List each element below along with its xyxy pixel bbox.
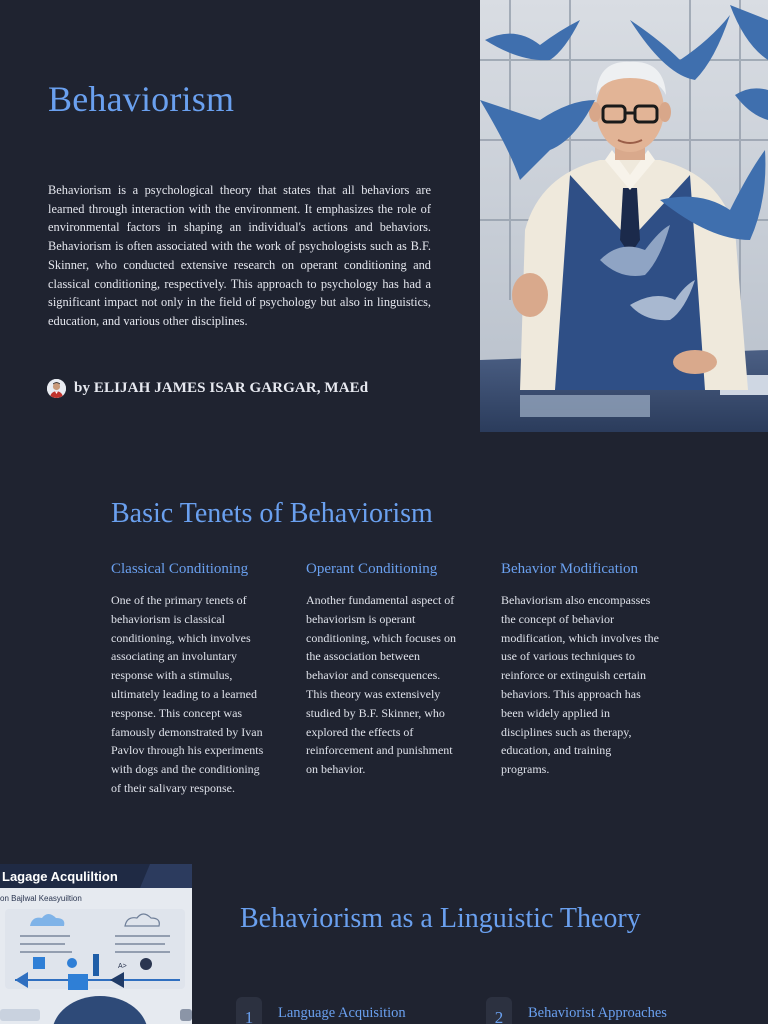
tenets-title: Basic Tenets of Behaviorism [111,498,433,529]
author-row [47,379,368,398]
tenet-column-classical [111,561,269,798]
step-number: 1 [236,997,262,1024]
tenet-body: Behaviorism also encompasses the concept of behavior modification, which involves the use of various techniques to reinforce or extinguish certain behaviors. This approach has been widely applied in disciplines such as therapy, education, and training programs. [501,593,659,777]
author-name: by ELIJAH JAMES ISAR GARGAR, MAEd [74,380,369,396]
linguistic-theory-title: Behaviorism as a Linguistic Theory [240,903,641,934]
tenet-heading: Behavior Modification [501,561,639,577]
thumb-subtitle: on Bajlwal Keasyuiltion [0,894,82,903]
hero-illustration [480,0,768,432]
step-label: Language Acquisition [278,1005,406,1021]
author-avatar [47,379,66,398]
tenet-body: Another fundamental aspect of behaviorism is operant conditioning, which focuses on the association between behavior and consequences. This theory was extensively studied by B.F. Skinner, who explored the effects of reinforcement and punishment on behavior. [306,593,456,777]
svg-text:A>: A> [118,963,127,970]
tenet-body: One of the primary tenets of behaviorism is classical conditioning, which involves associating an involuntary response with a stimulus, ultimately leading to a learned response. This concept was famously demonstrated by Ivan Pavlov through his experiments with dogs and the conditioning of their salivary response. [111,593,264,795]
tenet-column-modification [501,561,659,779]
step-number: 2 [486,997,512,1024]
language-acquisition-thumbnail [0,864,192,1024]
step-behaviorist-approaches [486,997,667,1024]
tenet-column-operant [306,561,464,779]
thumb-title: Lagage Acquliltion [2,869,118,884]
tenet-heading: Operant Conditioning [306,561,438,577]
page-title: Behaviorism [48,79,235,119]
intro-paragraph: Behaviorism is a psychological theory that states that all behaviors are learned through interaction with the environment. It emphasizes the role of environmental factors in shaping an individual's actions and behaviors. Behaviorism is often associated with the work of psychologists such as B.F. Skinner, who conducted extensive research on operant conditioning and classical conditioning, respectively. This approach to psychology has had a significant impact not only in the field of psychology but also in linguistics, education, and various other disciplines. [48,183,431,328]
step-language-acquisition [236,997,406,1024]
tenet-heading: Classical Conditioning [111,561,249,577]
step-label: Behaviorist Approaches [528,1005,667,1021]
